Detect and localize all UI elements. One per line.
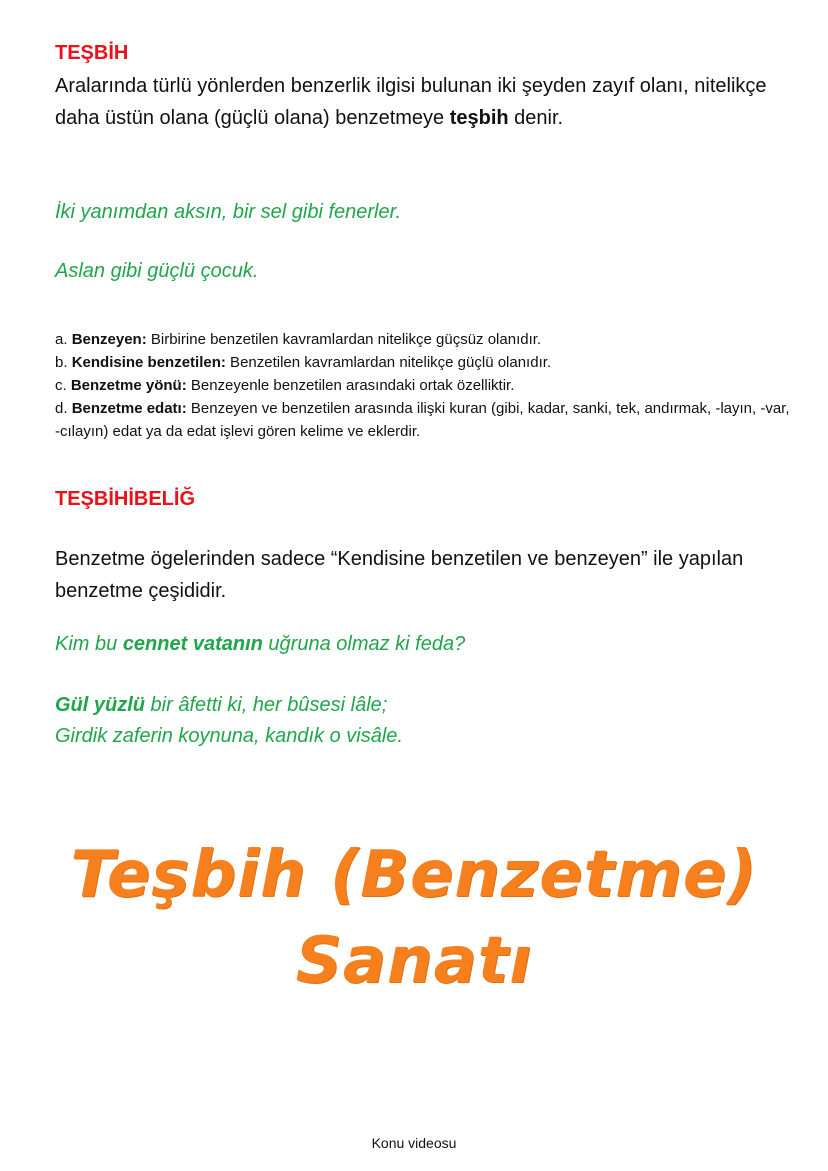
example-verse: Gül yüzlü bir âfetti ki, her bûsesi lâle; Girdik zaferin koynuna, kandık o visâle. bbox=[55, 694, 403, 747]
definition-text-end: denir. bbox=[508, 107, 564, 129]
section-title-teshbih: TEŞBİH bbox=[55, 42, 129, 64]
example-sentence: Aslan gibi güçlü çocuk. bbox=[55, 260, 259, 282]
topic-video-link[interactable]: Konu videosu bbox=[371, 1135, 457, 1151]
list-item: d. Benzetme edatı: Benzeyen ve benzetilen arasında ilişki kuran (gibi, kadar, sanki, tek, andırmak, -layın, -var, -cılayın) edat ya da edat işlevi gören kelime ve eklerdir. bbox=[55, 400, 790, 440]
baligh-definition: Benzetme ögelerinden sadece “Kendisine benzetilen ve benzeyen” ile yapılan benzetme çeşididir. bbox=[55, 548, 744, 602]
section-title-baligh: TEŞBİHİBELİĞ bbox=[55, 488, 196, 510]
list-item: a. Benzeyen: Birbirine benzetilen kavramlardan nitelikçe güçsüz olanıdır. bbox=[55, 331, 542, 348]
list-item: b. Kendisine benzetilen: Benzetilen kavramlardan nitelikçe güçlü olanıdır. bbox=[55, 354, 552, 371]
teshbih-elements-list bbox=[55, 328, 795, 443]
definition-text: Aralarında türlü yönlerden benzerlik ilgisi bulunan iki şeyden zayıf olanı, nitelikçe daha üstün olana (güçlü olana) benzetmeye bbox=[55, 75, 767, 129]
banner-title-line1: Teşbih (Benzetme) bbox=[70, 838, 758, 912]
banner-title-line2: Sanatı bbox=[295, 924, 533, 998]
definition-bold-term: teşbih bbox=[449, 107, 509, 129]
teshbih-definition bbox=[55, 70, 785, 134]
example-sentence: Kim bu cennet vatanın uğruna olmaz ki feda? bbox=[55, 633, 466, 655]
example-sentence: İki yanımdan aksın, bir sel gibi fenerler. bbox=[55, 201, 402, 223]
list-item: c. Benzetme yönü: Benzeyenle benzetilen arasındaki ortak özelliktir. bbox=[55, 377, 515, 394]
